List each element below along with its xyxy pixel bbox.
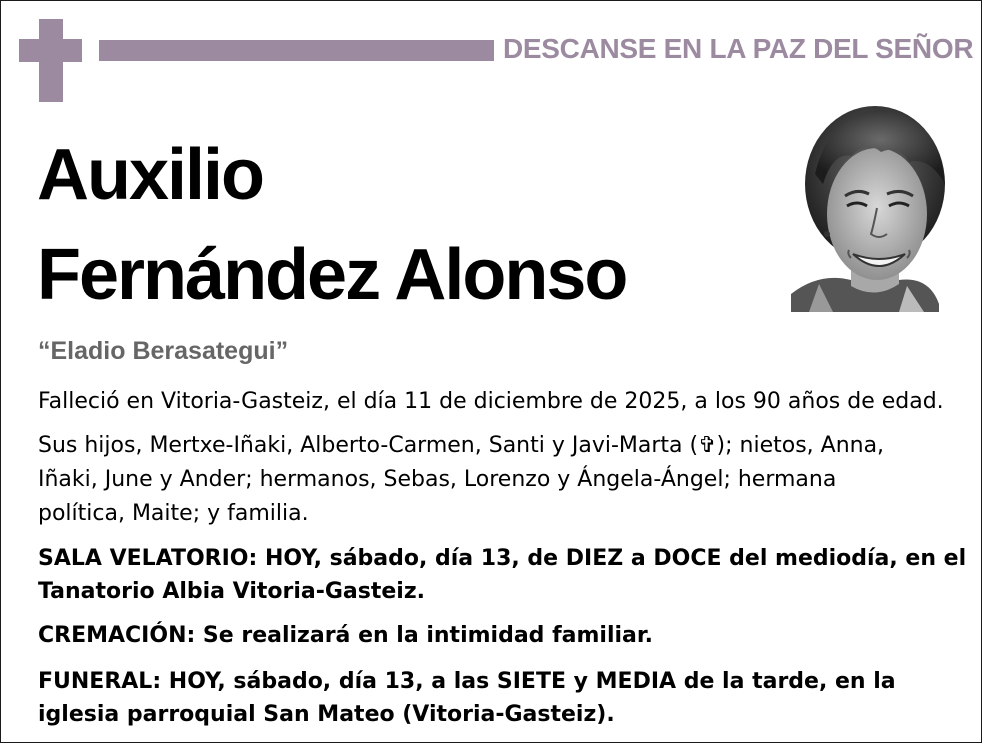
wake-line-2: Tanatorio Albia Vitoria-Gasteiz.	[38, 579, 425, 604]
cremation-line: CREMACIÓN: Se realizará en la intimidad familiar.	[38, 623, 653, 648]
header-banner: DESCANSE EN LA PAZ DEL SEÑOR	[503, 33, 974, 64]
deceased-alias: “Eladio Berasategui”	[38, 337, 289, 365]
wake-line-1: SALA VELATORIO: HOY, sábado, día 13, de DIEZ a DOCE del mediodía, en el	[38, 546, 967, 571]
deceased-first-name: Auxilio	[37, 135, 264, 215]
family-line-2: Iñaki, June y Ander; hermanos, Sebas, Lorenzo y Ángela-Ángel; hermana	[38, 467, 837, 492]
funeral-line-2: iglesia parroquial San Mateo (Vitoria-Gasteiz).	[38, 702, 615, 727]
deceased-surnames: Fernández Alonso	[37, 235, 627, 315]
family-line-3: política, Maite; y familia.	[38, 501, 309, 526]
death-announcement: Falleció en Vitoria-Gasteiz, el día 11 de diciembre de 2025, a los 90 años de edad.	[38, 389, 944, 414]
funeral-line-1: FUNERAL: HOY, sábado, día 13, a las SIETE y MEDIA de la tarde, en la	[38, 669, 896, 694]
family-line-1: Sus hijos, Mertxe-Iñaki, Alberto-Carmen, Santi y Javi-Marta (✞); nietos, Anna,	[38, 433, 885, 458]
portrait-photo	[789, 104, 951, 312]
header-rule	[99, 40, 494, 61]
cross-icon-bar	[19, 39, 82, 62]
